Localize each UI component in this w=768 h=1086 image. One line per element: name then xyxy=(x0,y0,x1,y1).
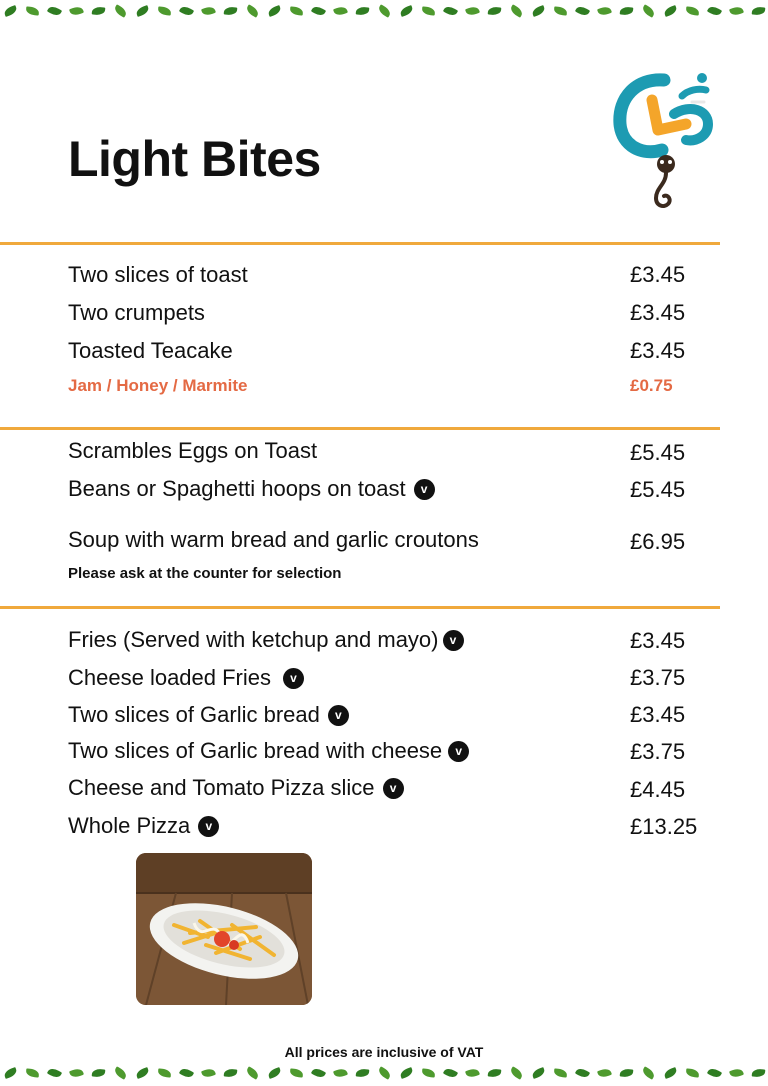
leaf-icon xyxy=(707,4,722,17)
leaf-icon xyxy=(465,5,480,17)
menu-item-price: £6.95 xyxy=(630,529,686,554)
menu-item-price: £3.45 xyxy=(630,300,686,325)
leaf-icon xyxy=(752,1068,766,1077)
leaf-icon xyxy=(422,1068,436,1077)
leaf-icon xyxy=(686,1068,700,1077)
menu-item xyxy=(68,476,435,502)
leaf-icon xyxy=(488,6,502,15)
menu-item-name: Two slices of Garlic bread xyxy=(68,702,320,727)
vegetarian-icon: v xyxy=(443,630,464,651)
leaf-icon xyxy=(311,4,326,17)
leaf-icon xyxy=(135,5,150,17)
leaf-icon xyxy=(575,4,590,17)
leaf-icon xyxy=(356,6,370,15)
leaf-icon xyxy=(47,1066,62,1079)
leaf-icon xyxy=(92,6,106,15)
menu-addon xyxy=(68,376,248,396)
menu-item xyxy=(68,665,304,691)
menu-item-name: Soup with warm bread and garlic croutons xyxy=(68,527,479,552)
menu-item xyxy=(68,300,205,326)
vat-note: All prices are inclusive of VAT xyxy=(284,1044,484,1060)
menu-item-price: £13.25 xyxy=(630,814,698,839)
leaf-icon xyxy=(509,1066,524,1079)
vegetarian-icon: v xyxy=(448,741,469,762)
leaf-icon xyxy=(488,1068,502,1077)
leaf-icon xyxy=(26,1068,40,1077)
menu-addon-name: Jam / Honey / Marmite xyxy=(68,376,248,395)
leaf-icon xyxy=(752,6,766,15)
menu-item-price: £5.45 xyxy=(630,440,686,465)
menu-item-name: Toasted Teacake xyxy=(68,338,233,363)
leaf-icon xyxy=(333,1067,348,1079)
leaf-icon xyxy=(641,1066,656,1079)
leaf-icon xyxy=(399,1067,414,1079)
leaf-icon xyxy=(597,5,612,17)
cafe-logo-icon xyxy=(612,66,722,212)
leaf-icon xyxy=(224,6,238,15)
leaf-icon xyxy=(377,1066,392,1079)
leaf-icon xyxy=(245,4,260,17)
leaf-icon xyxy=(356,1068,370,1077)
menu-item-name: Fries (Served with ketchup and mayo) xyxy=(68,627,439,652)
leaf-icon xyxy=(179,1066,194,1079)
leaf-icon xyxy=(465,1067,480,1079)
section-divider xyxy=(0,427,720,430)
page-title: Light Bites xyxy=(68,131,321,187)
leaf-icon xyxy=(620,6,634,15)
leaf-icon xyxy=(290,1068,304,1077)
leaf-icon xyxy=(663,5,678,17)
leaf-icon xyxy=(641,4,656,17)
leaf-icon xyxy=(26,6,40,15)
menu-item-price: £3.75 xyxy=(630,665,686,690)
leaf-icon xyxy=(377,4,392,17)
leaf-icon xyxy=(575,1066,590,1079)
menu-item-price: £3.75 xyxy=(630,739,686,764)
menu-item xyxy=(68,702,349,728)
leaf-icon xyxy=(113,4,128,17)
leaf-icon xyxy=(311,1066,326,1079)
vegetarian-icon: v xyxy=(414,479,435,500)
leaf-icon xyxy=(267,5,282,17)
leaf-icon xyxy=(3,5,18,17)
leaf-icon xyxy=(597,1067,612,1079)
menu-item xyxy=(68,438,317,464)
leaf-icon xyxy=(422,6,436,15)
leaf-icon xyxy=(135,1067,150,1079)
menu-item-price: £3.45 xyxy=(630,262,686,287)
leaf-icon xyxy=(245,1066,260,1079)
leaf-icon xyxy=(201,5,216,17)
menu-item-price: £5.45 xyxy=(630,477,686,502)
leaf-icon xyxy=(333,5,348,17)
leaf-icon xyxy=(113,1066,128,1079)
leaf-icon xyxy=(620,1068,634,1077)
menu-item-name: Two slices of toast xyxy=(68,262,248,287)
menu-item-price: £3.45 xyxy=(630,702,686,727)
section-divider xyxy=(0,242,720,245)
menu-item-name: Two crumpets xyxy=(68,300,205,325)
menu-item-price: £4.45 xyxy=(630,777,686,802)
leaf-icon xyxy=(531,5,546,17)
leaf-icon xyxy=(179,4,194,17)
menu-item xyxy=(68,338,233,364)
menu-item-name: Whole Pizza xyxy=(68,813,191,838)
menu-item-price: £3.45 xyxy=(630,628,686,653)
leaf-icon xyxy=(201,1067,216,1079)
vegetarian-icon: v xyxy=(383,778,404,799)
menu-item xyxy=(68,738,469,764)
menu-item-name: Beans or Spaghetti hoops on toast xyxy=(68,476,406,501)
vegetarian-icon: v xyxy=(283,668,304,689)
leaf-icon xyxy=(92,1068,106,1077)
menu-item xyxy=(68,775,404,801)
menu-item-name: Cheese loaded Fries xyxy=(68,665,272,690)
section-divider xyxy=(0,606,720,609)
leaf-icon xyxy=(267,1067,282,1079)
menu-item xyxy=(68,262,248,288)
menu-addon-price: £0.75 xyxy=(630,376,673,395)
menu-item-name: Two slices of Garlic bread with cheese xyxy=(68,738,443,763)
menu-item-name: Scrambles Eggs on Toast xyxy=(68,438,318,463)
menu-item xyxy=(68,527,479,553)
leaf-border-top xyxy=(0,0,768,24)
leaf-icon xyxy=(554,6,568,15)
menu-item-name: Cheese and Tomato Pizza slice xyxy=(68,775,375,800)
leaf-icon xyxy=(69,5,84,17)
leaf-icon xyxy=(531,1067,546,1079)
fries-photo xyxy=(136,853,312,1005)
leaf-icon xyxy=(69,1067,84,1079)
leaf-icon xyxy=(290,6,304,15)
leaf-icon xyxy=(686,6,700,15)
menu-item xyxy=(68,813,219,839)
leaf-icon xyxy=(663,1067,678,1079)
leaf-icon xyxy=(707,1066,722,1079)
vegetarian-icon: v xyxy=(198,816,219,837)
leaf-icon xyxy=(729,1067,744,1079)
leaf-icon xyxy=(729,5,744,17)
menu-note: Please ask at the counter for selection xyxy=(68,565,342,582)
leaf-icon xyxy=(224,1068,238,1077)
menu-item xyxy=(68,627,464,653)
leaf-icon xyxy=(554,1068,568,1077)
leaf-icon xyxy=(509,4,524,17)
leaf-icon xyxy=(47,4,62,17)
leaf-icon xyxy=(443,4,458,17)
leaf-icon xyxy=(158,1068,172,1077)
leaf-icon xyxy=(443,1066,458,1079)
leaf-icon xyxy=(399,5,414,17)
leaf-icon xyxy=(3,1067,18,1079)
leaf-border-bottom xyxy=(0,1062,768,1086)
vegetarian-icon: v xyxy=(328,705,349,726)
leaf-icon xyxy=(158,6,172,15)
menu-item-price: £3.45 xyxy=(630,338,686,363)
